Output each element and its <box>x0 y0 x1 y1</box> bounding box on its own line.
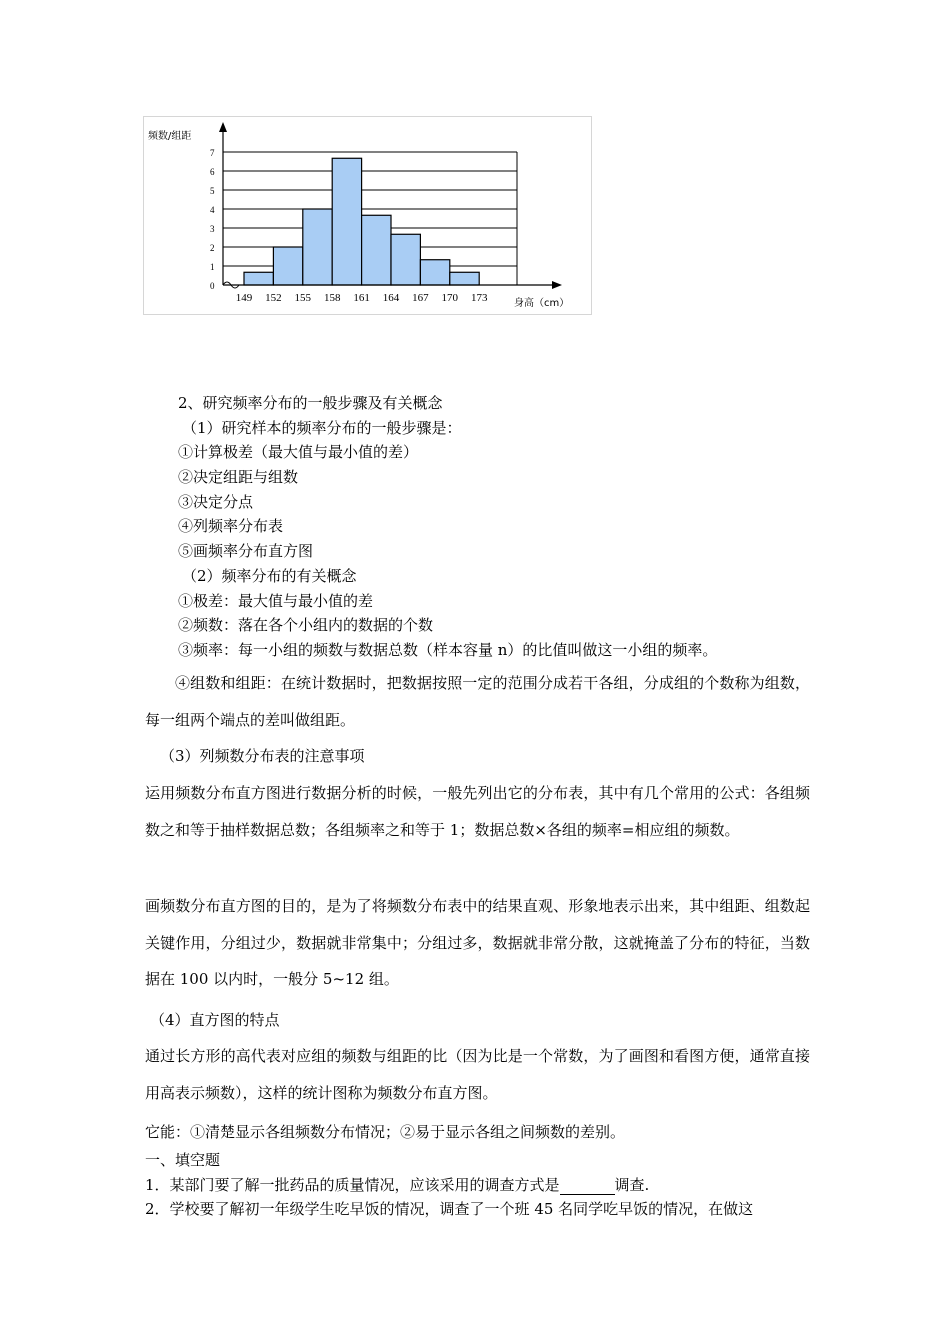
step-4: ④列频率分布表 <box>178 517 284 535</box>
features-paragraph: 通过长方形的高代表对应组的频数与组距的比（因为比是一个常数，为了画图和看图方便，通常直接用高表示频数），这样的统计图称为频数分布直方图。 <box>145 1047 810 1102</box>
x-tick-label: 164 <box>382 292 400 304</box>
x-tick-label: 158 <box>323 292 341 304</box>
features-title: （4）直方图的特点 <box>150 1011 280 1029</box>
x-tick-label: 161 <box>353 292 370 304</box>
features-abilities: 它能：①清楚显示各组频数分布情况；②易于显示各组之间频数的差别。 <box>145 1123 626 1141</box>
notes-paragraph-2: 画频数分布直方图的目的，是为了将频数分布表中的结果直观、形象地表示出来，其中组距、组数起关键作用，分组过少，数据就非常集中；分组过多，数据就非常分散，这就掩盖了分布的特征，当数据在 100 以内时，一般分 5~12 组。 <box>145 897 810 988</box>
y-tick-label: 4 <box>210 205 215 215</box>
concept-range: ①极差：最大值与最小值的差 <box>178 592 374 610</box>
y-tick-label: 0 <box>210 281 215 291</box>
y-tick-label: 3 <box>210 224 215 234</box>
question-1-end: 调查. <box>614 1176 650 1194</box>
step-3: ③决定分点 <box>178 493 254 511</box>
histogram-bar <box>332 158 361 285</box>
section2-title: 2、研究频率分布的一般步骤及有关概念 <box>178 394 443 412</box>
question-2: 2．学校要了解初一年级学生吃早饭的情况，调查了一个班 45 名同学吃早饭的情况，在做这 <box>145 1200 754 1218</box>
y-axis-title: 频数/组距 <box>148 131 192 142</box>
x-tick-label: 173 <box>470 292 488 304</box>
x-axis-arrow <box>552 281 562 289</box>
step-1: ①计算极差（最大值与最小值的差） <box>178 443 419 461</box>
y-tick-label: 1 <box>210 262 215 272</box>
y-axis-arrow <box>219 122 227 132</box>
histogram-bar <box>303 209 332 285</box>
histogram-bar <box>420 260 449 285</box>
concept-frequency-count: ②频数：落在各个小组内的数据的个数 <box>178 616 434 634</box>
x-axis-title: 身高（cm） <box>514 298 570 309</box>
exercise-title: 一、填空题 <box>145 1151 221 1169</box>
x-tick-label: 152 <box>265 292 282 304</box>
x-tick-label: 149 <box>235 292 253 304</box>
y-tick-label: 5 <box>210 186 215 196</box>
notes-paragraph-1: 运用频数分布直方图进行数据分析的时候，一般先列出它的分布表，其中有几个常用的公式：各组频数之和等于抽样数据总数；各组频率之和等于 1；数据总数×各组的频率=相应组的频数。 <box>145 784 810 839</box>
x-tick-label: 155 <box>294 292 312 304</box>
concepts-title: （2）频率分布的有关概念 <box>182 567 357 585</box>
step-2: ②决定组距与组数 <box>178 468 299 486</box>
histogram-bar <box>244 272 273 285</box>
x-tick-label: 167 <box>412 292 429 304</box>
histogram-bar <box>391 234 420 285</box>
histogram-chart <box>144 117 591 314</box>
step-5: ⑤画频率分布直方图 <box>178 542 314 560</box>
question-1 <box>145 1175 649 1195</box>
question-1-text: 1．某部门要了解一批药品的质量情况，应该采用的调查方式是 <box>145 1176 560 1194</box>
y-tick-label: 2 <box>210 243 215 253</box>
y-tick-label: 6 <box>210 167 215 177</box>
histogram-bar <box>273 247 302 285</box>
x-tick-label: 170 <box>441 292 459 304</box>
concept-groups: ④组数和组距：在统计数据时，把数据按照一定的范围分成若干各组，分成组的个数称为组数，每一组两个端点的差叫做组距。 <box>145 674 810 729</box>
histogram-bar <box>450 272 479 285</box>
y-tick-label: 7 <box>210 148 215 158</box>
histogram-figure <box>143 116 592 315</box>
steps-title: （1）研究样本的频率分布的一般步骤是： <box>182 419 462 437</box>
notes-title: （3）列频数分布表的注意事项 <box>160 747 365 765</box>
answer-blank[interactable] <box>560 1179 615 1195</box>
histogram-bar <box>362 215 391 285</box>
concept-frequency-rate: ③频率：每一小组的频数与数据总数（样本容量 n）的比值叫做这一小组的频率。 <box>178 641 718 659</box>
